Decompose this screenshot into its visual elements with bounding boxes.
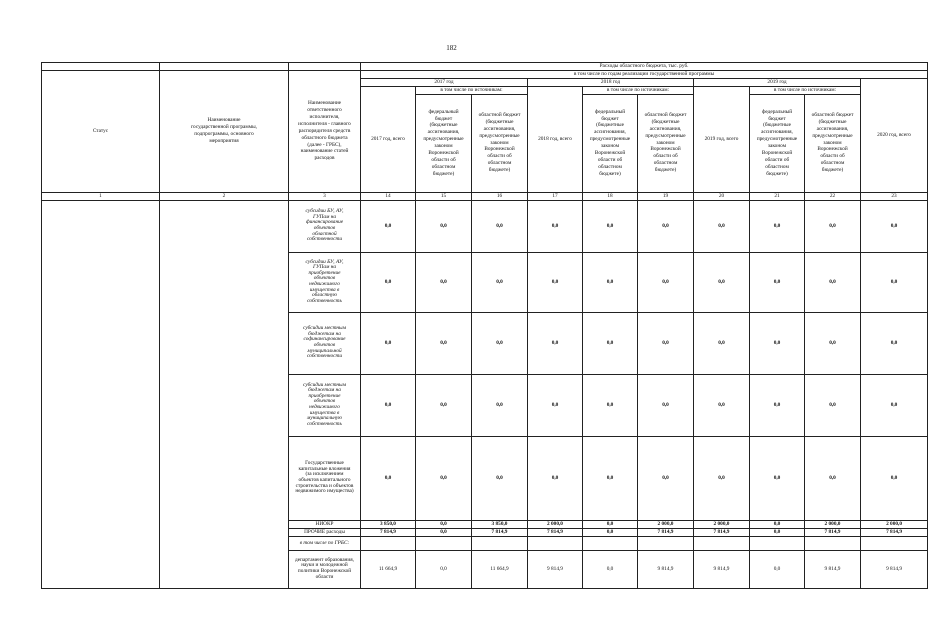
column-number: 21: [750, 192, 805, 200]
value-cell: 2 000,0: [861, 520, 928, 528]
column-number: 1: [42, 192, 160, 200]
year-2019-total-header: 2019 год, всего: [694, 86, 750, 192]
federal-2019-header: федеральный бюджет (бюджетные ассигнования, предусмотренные законом Воронежской области об областном бюджете): [750, 94, 805, 192]
value-cell: 2 000,0: [805, 520, 861, 528]
sources-2019-header: в том числе по источникам:: [750, 86, 861, 94]
regional-2017-header: областной бюджет (бюджетные ассигнования, предусмотренные законом Воронежской области об областном бюджете): [472, 94, 528, 192]
regional-2019-header: областной бюджет (бюджетные ассигнования, предусмотренные законом Воронежской области об областном бюджете): [805, 94, 861, 192]
column-number: 14: [361, 192, 416, 200]
value-cell: 0,0: [861, 374, 928, 436]
program-header-top: [160, 63, 289, 71]
value-cell: 0,0: [361, 252, 416, 312]
value-cell: 0,0: [583, 436, 638, 520]
by-years-header: в том числе по годам реализации государственной программы: [361, 70, 928, 78]
value-cell: 0,0: [694, 312, 750, 374]
value-cell: 3 850,0: [472, 520, 528, 528]
status-header-top: [42, 63, 160, 71]
value-cell: 0,0: [416, 252, 472, 312]
value-cell: 7 814,9: [361, 528, 416, 536]
value-cell: 9 814,9: [638, 550, 694, 588]
empty-cell: [861, 536, 928, 550]
value-cell: 0,0: [528, 252, 583, 312]
value-cell: 0,0: [638, 436, 694, 520]
value-cell: 0,0: [750, 550, 805, 588]
regional-2018-header: областной бюджет (бюджетные ассигнования, предусмотренные законом Воронежской области об областном бюджете): [638, 94, 694, 192]
federal-2018-header: федеральный бюджет (бюджетные ассигнования, предусмотренные законом Воронежской области об областном бюджете): [583, 94, 638, 192]
row-label: субсидии местным бюджетам на софинансирование объектов муниципальной собственности: [289, 312, 361, 374]
value-cell: 0,0: [861, 200, 928, 252]
column-number: 20: [694, 192, 750, 200]
value-cell: 7 814,9: [638, 528, 694, 536]
row-label: Государственные капитальные вложения (за исключением объектов капитального строительства и объектов недвижимого имущества): [289, 436, 361, 520]
row-label: департамент образования, науки и молодежной политики Воронежской области: [289, 550, 361, 588]
empty-cell: [472, 536, 528, 550]
value-cell: 0,0: [416, 520, 472, 528]
value-cell: 7 814,9: [472, 528, 528, 536]
value-cell: 0,0: [694, 374, 750, 436]
column-number: 18: [583, 192, 638, 200]
value-cell: 0,0: [361, 312, 416, 374]
value-cell: 0,0: [528, 374, 583, 436]
value-cell: 0,0: [750, 520, 805, 528]
executor-header-top: [289, 63, 361, 71]
value-cell: 0,0: [361, 374, 416, 436]
value-cell: 0,0: [416, 550, 472, 588]
value-cell: 7 814,9: [528, 528, 583, 536]
value-cell: 0,0: [472, 374, 528, 436]
sources-2017-header: в том числе по источникам:: [416, 86, 528, 94]
value-cell: 0,0: [750, 528, 805, 536]
value-cell: 0,0: [361, 436, 416, 520]
value-cell: 0,0: [805, 252, 861, 312]
value-cell: 0,0: [638, 374, 694, 436]
value-cell: 0,0: [472, 252, 528, 312]
program-name-header: Наименование государственной программы, подпрограммы, основного мероприятия: [160, 70, 289, 192]
year-2020-total-header: 2020 год, всего: [861, 78, 928, 192]
value-cell: 0,0: [805, 374, 861, 436]
value-cell: 0,0: [416, 200, 472, 252]
value-cell: 0,0: [861, 252, 928, 312]
empty-cell: [805, 536, 861, 550]
column-number: 16: [472, 192, 528, 200]
year-2018-total-header: 2018 год, всего: [528, 86, 583, 192]
status-cell: [42, 200, 160, 588]
row-label: ПРОЧИЕ расходы: [289, 528, 361, 536]
value-cell: 11 664,9: [361, 550, 416, 588]
column-number: 2: [160, 192, 289, 200]
value-cell: 0,0: [528, 436, 583, 520]
value-cell: 0,0: [750, 200, 805, 252]
value-cell: 0,0: [528, 200, 583, 252]
empty-cell: [361, 536, 416, 550]
value-cell: 0,0: [805, 312, 861, 374]
empty-cell: [416, 536, 472, 550]
value-cell: 7 814,9: [861, 528, 928, 536]
empty-cell: [528, 536, 583, 550]
status-header: Статус: [42, 70, 160, 192]
row-label: в том числе по ГРБС:: [289, 536, 361, 550]
value-cell: 0,0: [805, 436, 861, 520]
value-cell: 0,0: [750, 436, 805, 520]
value-cell: 0,0: [805, 200, 861, 252]
value-cell: 9 814,9: [805, 550, 861, 588]
year-2019-header: 2019 год: [694, 78, 861, 86]
value-cell: 0,0: [583, 374, 638, 436]
value-cell: 0,0: [416, 436, 472, 520]
value-cell: 0,0: [583, 252, 638, 312]
value-cell: 0,0: [528, 312, 583, 374]
value-cell: 0,0: [583, 520, 638, 528]
row-label: субсидии БУ, АУ, ГУПам на приобретение объектов недвижимого имущества в областную собственность: [289, 252, 361, 312]
column-number: 19: [638, 192, 694, 200]
value-cell: 0,0: [583, 528, 638, 536]
executor-header: Наименование ответственного исполнителя, исполнителя - главного распорядителя средств областного бюджета (далее - ГРБС), наименование статей расходов: [289, 70, 361, 192]
value-cell: 0,0: [750, 312, 805, 374]
header-row-1: [42, 63, 928, 71]
empty-cell: [694, 536, 750, 550]
value-cell: 0,0: [694, 436, 750, 520]
value-cell: 3 850,0: [361, 520, 416, 528]
page-number: 182: [446, 44, 457, 52]
column-number: 3: [289, 192, 361, 200]
value-cell: 11 664,9: [472, 550, 528, 588]
table-row: [42, 200, 928, 252]
budget-table: [41, 62, 928, 589]
column-number: 22: [805, 192, 861, 200]
value-cell: 9 814,9: [861, 550, 928, 588]
value-cell: 0,0: [750, 374, 805, 436]
value-cell: 0,0: [861, 312, 928, 374]
header-row-2: [42, 70, 928, 78]
empty-cell: [638, 536, 694, 550]
value-cell: 0,0: [750, 252, 805, 312]
value-cell: 0,0: [583, 312, 638, 374]
value-cell: 9 814,9: [694, 550, 750, 588]
column-number: 17: [528, 192, 583, 200]
value-cell: 2 000,0: [638, 520, 694, 528]
value-cell: 0,0: [583, 200, 638, 252]
value-cell: 0,0: [472, 200, 528, 252]
year-2018-header: 2018 год: [528, 78, 694, 86]
year-2017-header: 2017 год: [361, 78, 528, 86]
value-cell: 7 814,9: [694, 528, 750, 536]
row-label: субсидии БУ, АУ, ГУПам на финансирование объектов областной собственности: [289, 200, 361, 252]
value-cell: 0,0: [472, 312, 528, 374]
expenses-total-header: Расходы областного бюджета, тыс. руб.: [361, 63, 928, 71]
row-label: НИОКР: [289, 520, 361, 528]
value-cell: 7 814,9: [805, 528, 861, 536]
value-cell: 0,0: [694, 200, 750, 252]
value-cell: 0,0: [361, 200, 416, 252]
program-name-cell: [160, 200, 289, 588]
value-cell: 2 000,0: [694, 520, 750, 528]
value-cell: 9 814,9: [528, 550, 583, 588]
value-cell: 0,0: [638, 252, 694, 312]
value-cell: 0,0: [638, 200, 694, 252]
year-2017-total-header: 2017 год, всего: [361, 86, 416, 192]
value-cell: 0,0: [472, 436, 528, 520]
value-cell: 2 000,0: [528, 520, 583, 528]
value-cell: 0,0: [861, 436, 928, 520]
empty-cell: [583, 536, 638, 550]
value-cell: 0,0: [416, 312, 472, 374]
column-number: 15: [416, 192, 472, 200]
column-number: 23: [861, 192, 928, 200]
row-label: субсидии местным бюджетам на приобретение объектов недвижимого имущества в муниципальную собственность: [289, 374, 361, 436]
value-cell: 0,0: [416, 528, 472, 536]
value-cell: 0,0: [638, 312, 694, 374]
empty-cell: [750, 536, 805, 550]
federal-2017-header: федеральный бюджет (бюджетные ассигнования, предусмотренные законом Воронежской области об областном бюджете): [416, 94, 472, 192]
column-numbers-row: [42, 192, 928, 200]
sources-2018-header: в том числе по источникам:: [583, 86, 694, 94]
value-cell: 0,0: [583, 550, 638, 588]
value-cell: 0,0: [694, 252, 750, 312]
value-cell: 0,0: [416, 374, 472, 436]
